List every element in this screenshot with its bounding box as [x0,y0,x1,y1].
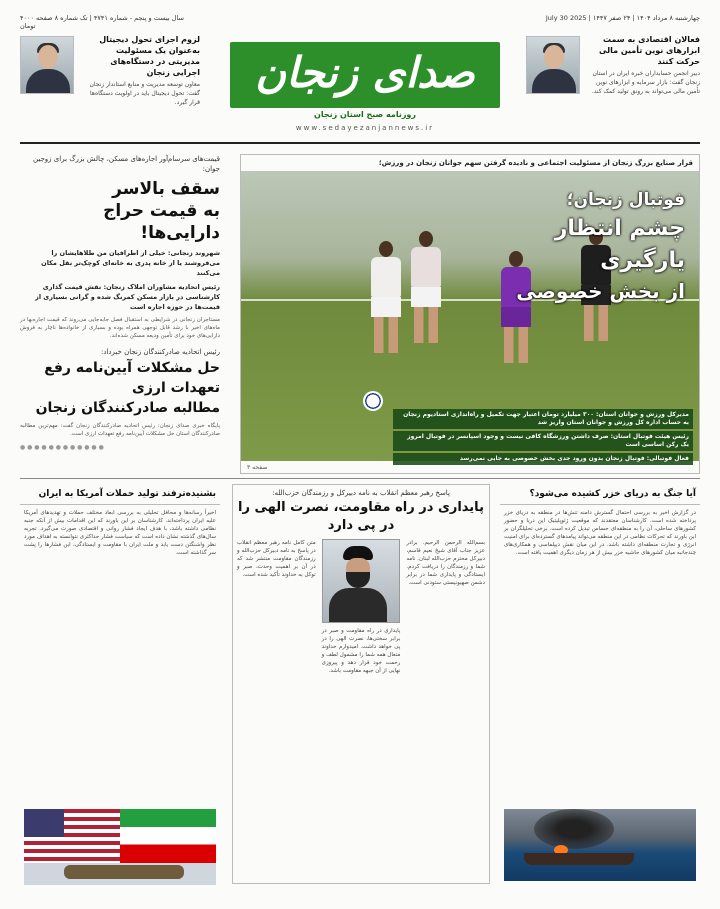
logo-background [230,42,500,108]
us-attacks-body: اخیراً رسانه‌ها و محافل تحلیلی به بررسی ابعاد مختلف حملات و تهدیدهای آمریکا علیه ایران پرداخته‌اند. کارشناسان بر این باورند که این اقدامات بیش از آنکه جنبه نظامی داشته باشد، با هدف ایجاد فشار روانی و اقتصادی صورت می‌گیرد. تجربه سال‌های گذشته نشان داده است که سیاست فشار حداکثری نتوانسته به اهداف مورد نظر واشنگتن دست یابد و ملت ایران با مقاومت و ایستادگی، این فشارها را پشت سر گذاشته است. [24,510,216,556]
lead-captions [393,407,693,465]
teaser-left-body: معاون توسعه مدیریت و منابع استاندار زنجان گفت: تحول دیجیتال باید در اولویت دستگاه‌ها قرار گیرد. [89,81,200,106]
masthead-left-teaser[interactable] [20,28,200,128]
date-line: چهارشنبه ۸ مرداد ۱۴۰۴ | ۲۴ صفر ۱۴۴۷ | July 30 2025 [545,14,700,22]
newspaper-logo: صدای زنجان [255,48,475,97]
teaser-photo-left [20,36,74,94]
newspaper-slogan: روزنامه صبح استان زنجان [313,110,417,119]
lead-caption: مدیرکل ورزش و جوانان استان: ۳۰۰ میلیارد تومان اعتبار جهت تکمیل و راه‌اندازی استادیوم زنجان به حساب اداره کل ورزش و جوانان استان واریز شد [393,409,693,429]
export-kicker: رئیس اتحادیه صادرکنندگان زنجان خبرداد: [101,348,220,356]
masthead-divider [20,142,700,144]
resistance-columns [233,535,489,845]
lead-caption: رئیس هیئت فوتبال استان: صرف داشتن ورزشگاه کافی نیست و وجود اسپانسر در فوتبال امروز یک رکن اساسی است [393,431,693,451]
masthead [20,14,700,138]
us-attacks-headline: بشنیده‌ترفند تولید حملات آمریکا به ایران [20,484,220,505]
teaser-right-body: دبیر انجمن حسابداران خبره ایران در استان زنجان گفت: بازار سرمایه و ابزارهای نوین تأمین مالی می‌تواند به رونق تولید کمک کند. [591,70,700,95]
export-body: پایگاه خبری صدای زنجان: رئیس اتحادیه صادرکنندگان زنجان گفت: مهم‌ترین مطالبه صادرکنندگان استان حل مشکلات آیین‌نامه رفع تعهدات ارزی است. [20,423,220,437]
resistance-body-2: پایداری در راه مقاومت و صبر در برابر سختی‌ها، نصرت الهی را در پی خواهد داشت. امیدوارم خداوند متعال همه شما را مشمول لطف و رحمت خود قرار دهد و پیروزی نهایی از آن جبهه مقاومت باشد. [321,628,401,674]
website-url[interactable]: www.sedayezanjannews.ir [295,124,435,132]
housing-body: مستاجران زنجانی در شرایطی به استقبال فصل جابه‌جایی می‌روند که قیمت اجاره‌بها در ماه‌های اخیر با رشد قابل توجهی همراه بوده و بسیاری از خانواده‌ها ناچار به فروش دارایی‌های خود برای تأمین ودیعه مسکن شده‌اند. [20,317,220,339]
divider-dots: ● ● ● ● ● ● ● ● ● ● ● ● [20,444,104,451]
caspian-body: در گزارش اخیر به بررسی احتمال گسترش دامنه تنش‌ها در منطقه به دریای خزر پرداخته شده است. کارشناسان معتقدند که موقعیت ژئوپلیتیک این دریا و حضور کشورهای ساحلی، آن را به منطقه‌ای حساس تبدیل کرده است. برخی تحلیلگران بر این باورند که تحرکات نظامی در این منطقه می‌تواند پیامدهای گسترده‌ای برای امنیت انرژی و تجارت منطقه‌ای داشته باشد. در این میان نقش دیپلماسی و همکاری‌های چندجانبه میان کشورهای حاشیه خزر بیش از هر زمان دیگری اهمیت یافته است. [504,510,696,556]
flags-photo [24,809,216,885]
lead-caption: فعال فوتبالی: فوتبال زنجان بدون ورود جدی بخش خصوصی به جایی نمی‌رسد [393,453,693,465]
resistance-body-3: متن کامل نامه رهبر معظم انقلاب در پاسخ به نامه دبیرکل حزب‌الله و رزمندگان مقاومت منتشر شد که در آن بر اهمیت وحدت، صبر و توکل به خداوند تأکید شده است. [236,540,316,578]
resistance-story[interactable] [232,484,490,884]
lead-headline-3: از بخش خصوصی [516,279,685,303]
us-attacks-story[interactable] [20,484,220,884]
masthead-right-teaser[interactable] [520,28,700,128]
resistance-headline: پایداری در راه مقاومت، نصرت الهی را در پی دارد [238,500,484,533]
resistance-body-1: بسم‌الله الرحمن الرحیم. برادر عزیز جناب آقای شیخ نعیم قاسم، دبیرکل محترم حزب‌الله لبنان. نامه شما و رزمندگان را دریافت کردم. ایستادگی و پایداری شما در برابر دشمن صهیونیستی ستودنی است. [406,540,485,586]
lead-headline-1: فوتبال زنجان؛ [566,190,685,210]
cleric-photo [322,539,400,623]
housing-story[interactable] [20,154,220,474]
lead-headline [475,187,685,305]
issue-number: سال بیست و پنجم - شماره ۴۷۴۱ [93,14,184,22]
housing-headline-1: سقف بالاسر [112,179,220,199]
lead-story[interactable] [240,154,700,474]
football-ball [363,391,383,411]
player-white-2 [411,231,441,343]
housing-headline-2: به قیمت حراج دارایی‌ها! [103,201,220,243]
logo-block[interactable] [230,36,500,132]
housing-summary-1: شهروند زنجانی: خیلی از اطرافیان من طلاهایشان را می‌فروشند یا از خانه پدری به خانه‌ای کوچک‌تر نقل مکان می‌کنند [41,249,220,277]
page-reference: صفحه ۳ [247,464,268,471]
masthead-meta-left: سال بیست و پنجم - شماره ۴۷۴۱ | تک شماره ۸ صفحه ۴۰۰۰ تومان [20,14,184,30]
burning-ship-photo [504,809,696,881]
housing-kicker: قیمت‌های سرسام‌آور اجاره‌های مسکن، چالش بزرگ برای زوجین جوان: [33,155,220,173]
teaser-left-headline: لزوم اجرای تحول دیجیتال به‌عنوان یک مسئولیت مدیریتی در دستگاه‌های اجرایی زنجان [99,35,200,77]
issue-price: تک شماره ۸ صفحه ۴۰۰۰ تومان [20,14,88,30]
masthead-meta-right [520,14,700,22]
caspian-story[interactable] [500,484,700,884]
section-divider [20,478,700,479]
player-white-1 [371,241,401,353]
resistance-body-center [322,539,401,841]
lead-headline-2: چشم انتظار یارگیری [554,216,685,273]
housing-summary-2: رئیس اتحادیه مشاوران املاک زنجان: نقش قیمت گذاری کارشناسی در بازار مسکن کمرنگ شده و گرانی بسیاری از قیمت‌ها در حوزه اجاره است [35,283,220,311]
lead-kicker: قرار صنایع بزرگ زنجان از مسئولیت اجتماعی و نادیده گرفتن سهم جوانان زنجان در ورزش؛ [378,159,693,167]
resistance-kicker: پاسخ رهبر معظم انقلاب به نامه دبیرکل و رزمندگان حزب‌الله: [272,489,450,497]
teaser-right-headline: فعالان اقتصادی به سمت ابزارهای نوین تأمین مالی حرکت کنند [598,35,700,66]
export-headline-1: حل مشکلات آیین‌نامه رفع تعهدات ارزی [44,360,220,396]
teaser-photo-right [526,36,580,94]
export-headline-2: مطالبه صادرکنندگان زنجان [35,400,220,416]
caspian-headline: آیا جنگ به دریای خزر کشیده می‌شود؟ [500,484,700,505]
